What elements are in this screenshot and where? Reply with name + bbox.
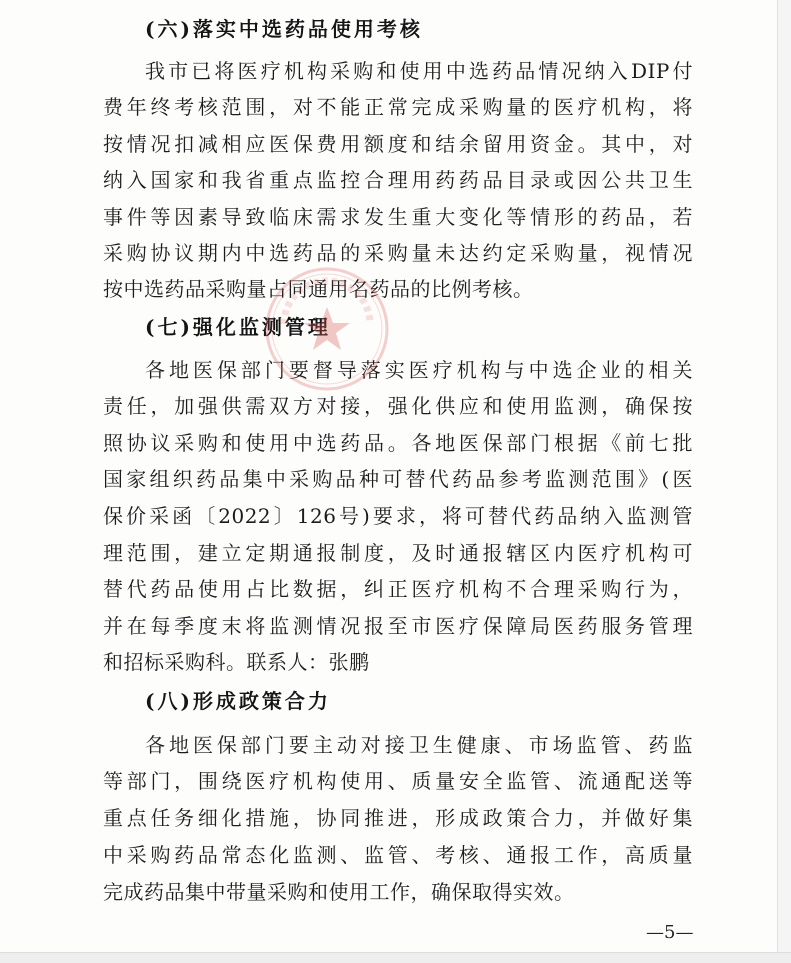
paragraph-line: 完成药品集中带量采购和使用工作，确保取得实效。 — [103, 880, 575, 904]
paragraph-line: 替代药品使用占比数据，纠正医疗机构不合理采购行为， — [103, 577, 693, 601]
paragraph-line: 事件等因素导致临床需求发生重大变化等情形的药品，若 — [103, 205, 693, 229]
section-heading-8: (八)形成政策合力 — [145, 689, 331, 713]
section-heading-7: (七)强化监测管理 — [145, 315, 331, 339]
paragraph-line: 重点任务细化措施，协同推进，形成政策合力，并做好集 — [103, 806, 693, 830]
paragraph-line: 我市已将医疗机构采购和使用中选药品情况纳入DIP付 — [145, 59, 693, 83]
paragraph-line: 照协议采购和使用中选药品。各地医保部门根据《前七批 — [103, 431, 693, 455]
paragraph-line: 各地医保部门要督导落实医疗机构与中选企业的相关 — [145, 358, 693, 382]
paragraph-line: 保价采函〔2022〕126号)要求，将可替代药品纳入监测管 — [103, 504, 693, 528]
paragraph-line: 各地医保部门要主动对接卫生健康、市场监管、药监 — [145, 733, 693, 757]
vertical-scrollbar[interactable] — [777, 0, 791, 952]
paragraph-line: 中采购药品常态化监测、监管、考核、通报工作，高质量 — [103, 843, 693, 867]
section-heading-6: (六)落实中选药品使用考核 — [145, 17, 423, 41]
page-number: —5— — [646, 922, 694, 943]
paragraph-line: 按中选药品采购量占同通用名药品的比例考核。 — [103, 277, 534, 301]
paragraph-line: 理范围，建立定期通报制度，及时通报辖区内医疗机构可 — [103, 541, 693, 565]
paragraph-line: 等部门，围绕医疗机构使用、质量安全监管、流通配送等 — [103, 769, 693, 793]
paragraph-line: 按情况扣减相应医保费用额度和结余留用资金。其中，对 — [103, 132, 693, 156]
paragraph-line: 采购协议期内中选药品的采购量未达约定采购量，视情况 — [103, 241, 693, 265]
paragraph-line: 和招标采购科。联系人：张鹏 — [103, 650, 370, 674]
paragraph-line: 并在每季度末将监测情况报至市医疗保障局医药服务管理 — [103, 614, 693, 638]
paragraph-line: 费年终考核范围，对不能正常完成采购量的医疗机构，将 — [103, 95, 693, 119]
horizontal-scrollbar[interactable] — [0, 952, 791, 963]
paragraph-line: 国家组织药品集中采购品种可替代药品参考监测范围》(医 — [103, 467, 693, 491]
paragraph-line: 责任，加强供需双方对接，强化供应和使用监测，确保按 — [103, 394, 693, 418]
paragraph-line: 纳入国家和我省重点监控合理用药药品目录或因公共卫生 — [103, 168, 693, 192]
